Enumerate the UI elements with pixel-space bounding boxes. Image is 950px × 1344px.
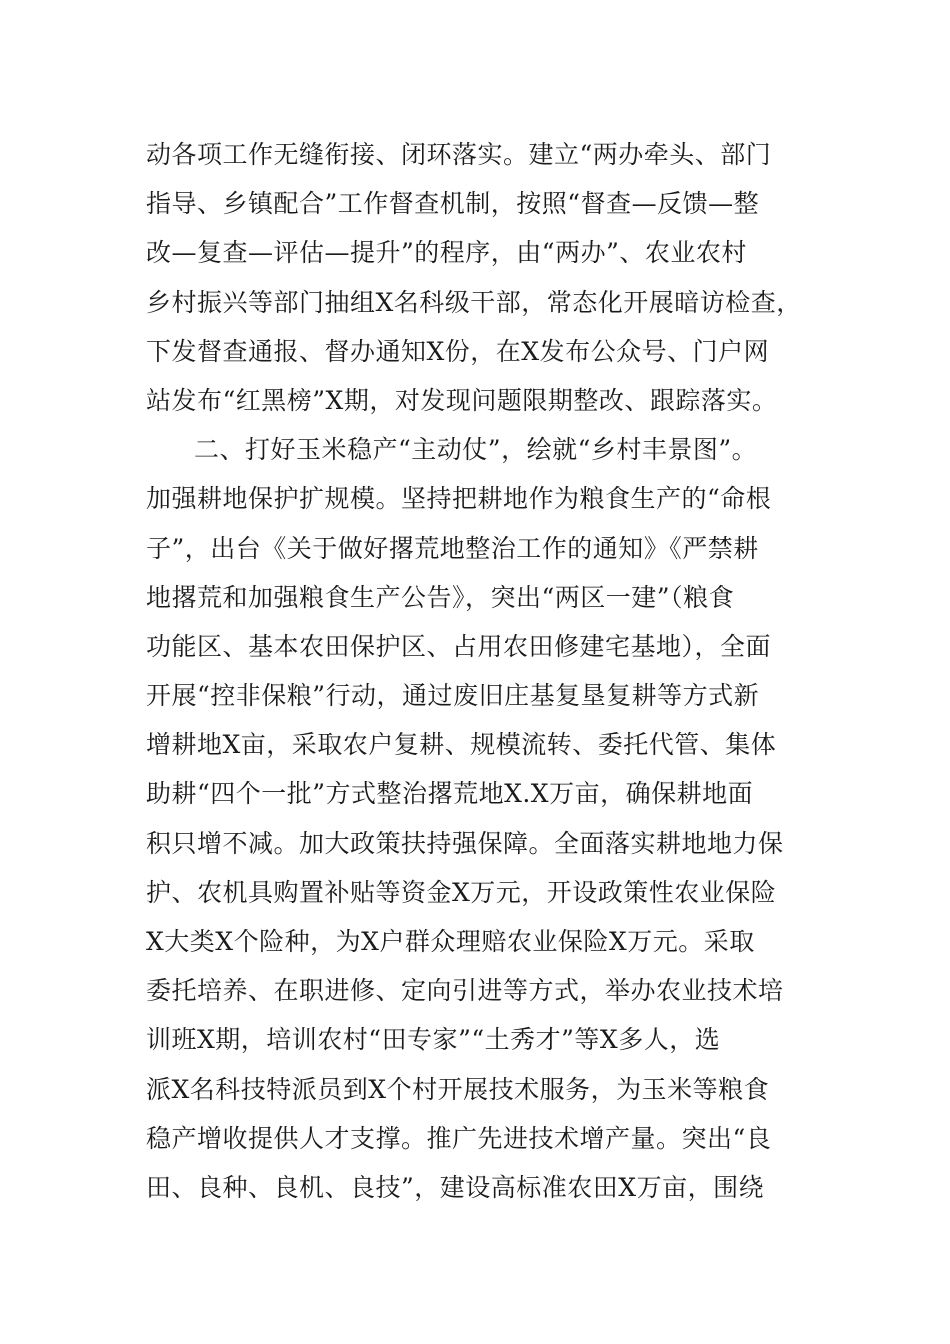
text-line: 改—复查—评估—提升”的程序，由“两办”、农业农村 [146, 238, 747, 268]
section-heading: 二、打好玉米稳产“主动仗”，绘就“乡村丰景图”。 [194, 435, 758, 465]
text-line: 助耕“四个一批”方式整治撂荒地X.X万亩，确保耕地面 [146, 779, 754, 809]
text-line: 护、农机具购置补贴等资金X万元，开设政策性农业保险 [146, 877, 777, 907]
text-line: 子”，出台《关于做好撂荒地整治工作的通知》《严禁耕 [146, 533, 759, 563]
text-line: 田、良种、良机、良技”，建设高标准农田X万亩，围绕 [146, 1172, 765, 1202]
text-line: 派X名科技特派员到X个村开展技术服务，为玉米等粮食 [146, 1074, 770, 1104]
text-line: 指导、乡镇配合”工作督查机制，按照“督查—反馈—整 [146, 189, 760, 219]
text-line: 乡村振兴等部门抽组X名科级干部，常态化开展暗访检查， [146, 287, 802, 317]
text-line: 地撂荒和加强粮食生产公告》，突出“两区一建”（粮食 [146, 582, 735, 612]
text-line: 训班X期，培训农村“田专家”“土秀才”等X多人，选 [146, 1025, 721, 1055]
text-line: 下发督查通报、督办通知X份，在X发布公众号、门户网 [146, 336, 770, 366]
text-line: 委托培养、在职进修、定向引进等方式，举办农业技术培 [146, 976, 784, 1006]
text-line: 站发布“红黑榜”X期，对发现问题限期整改、跟踪落实。 [146, 385, 778, 415]
text-line: 稳产增收提供人才支撑。推广先进技术增产量。突出“良 [146, 1123, 772, 1153]
text-line: 动各项工作无缝衔接、闭环落实。建立“两办牵头、部门 [146, 140, 772, 169]
text-line: 积只增不减。加大政策扶持强保障。全面落实耕地地力保 [146, 828, 784, 858]
text-line: 增耕地X亩，采取农户复耕、规模流转、委托代管、集体 [146, 730, 777, 760]
text-line: 加强耕地保护扩规模。坚持把耕地作为粮食生产的“命根 [146, 484, 772, 514]
text-line: 开展“控非保粮”行动，通过废旧庄基复垦复耕等方式新 [146, 681, 760, 711]
text-line: X大类X个险种，为X户群众理赔农业保险X万元。采取 [146, 927, 755, 956]
text-line: 功能区、基本农田保护区、占用农田修建宅基地），全面 [146, 631, 772, 661]
body-text [146, 130, 826, 1212]
